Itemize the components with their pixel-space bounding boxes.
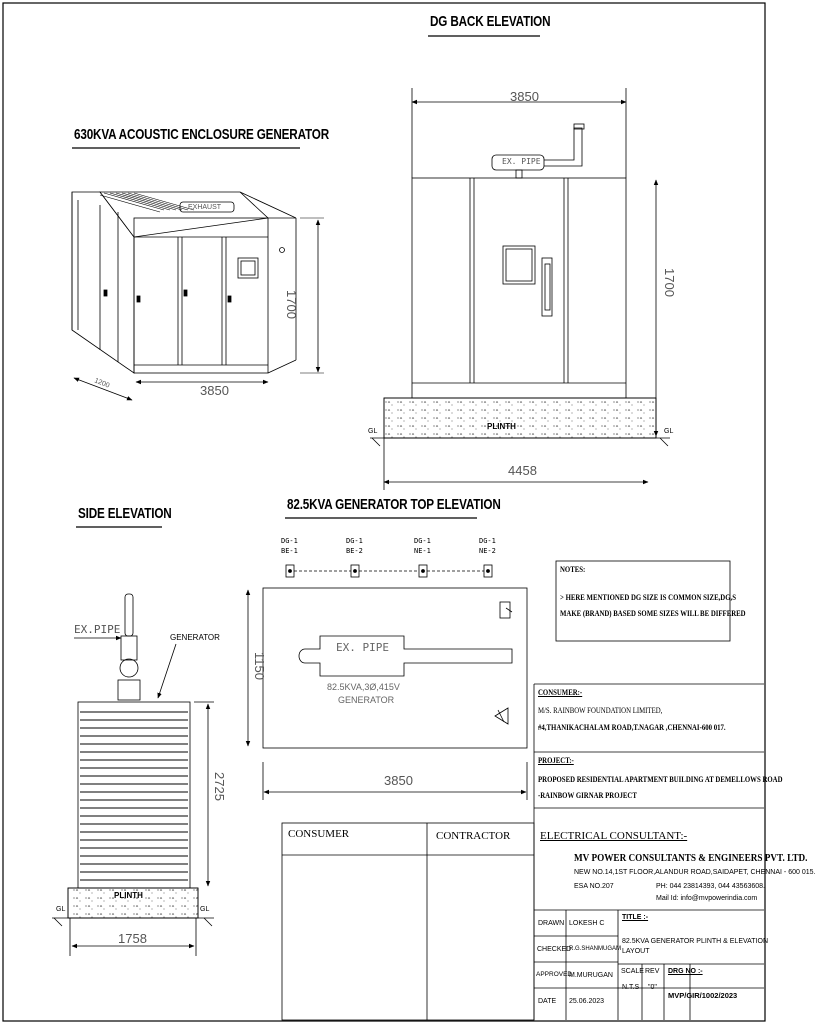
notes-line-2: MAKE (BRAND) BASED SOME SIZES WILL BE DIFFERED — [560, 609, 746, 618]
back-width-dim: 3850 — [510, 89, 539, 104]
top-width-dim: 3850 — [384, 773, 413, 788]
side-elevation-heading: SIDE ELEVATION — [78, 505, 172, 522]
notes-line-1: > HERE MENTIONED DG SIZE IS COMMON SIZE,DG,S — [560, 593, 736, 602]
pit-label-1-bottom: BE-1 — [281, 547, 298, 555]
scale-label: SCALE — [621, 968, 644, 975]
drawn-value: LOKESH C — [569, 920, 605, 927]
side-height-dim: 2725 — [212, 772, 227, 801]
back-elevation-heading: DG BACK ELEVATION — [430, 13, 551, 30]
rev-value: "0" — [648, 984, 657, 991]
side-pipe-label: EX.PIPE — [74, 623, 121, 636]
back-height-dim: 1700 — [662, 268, 677, 297]
consultant-title: ELECTRICAL CONSULTANT:- — [540, 830, 688, 842]
title-label: TITLE :- — [622, 914, 649, 921]
side-width-dim: 1758 — [118, 931, 147, 946]
side-gl-right: GL — [200, 906, 210, 913]
title-line-1: 82.5KVA GENERATOR PLINTH & ELEVATION — [622, 938, 769, 945]
consultant-address: NEW NO.14,1ST FLOOR,ALANDUR ROAD,SAIDAPET, CHENNAI - 600 015. — [574, 869, 815, 876]
consumer-name: M/S. RAINBOW FOUNDATION LIMITED, — [538, 706, 663, 715]
consumer-address: #4,THANIKACHALAM ROAD,T.NAGAR ,CHENNAI-600 017. — [538, 723, 726, 732]
consultant-mail: Mail Id: info@mvpowerindia.com — [656, 895, 758, 902]
drg-number: MVP/GIR/1002/2023 — [668, 991, 738, 1000]
title-line-2: LAYOUT — [622, 948, 650, 955]
enclosure-depth-dim: 1200 — [93, 377, 111, 390]
enclosure-height-dim: 1700 — [284, 290, 299, 319]
approved-label: APPROVED — [536, 971, 573, 978]
consultant-phone: PH: 044 23814393, 044 43563608. — [656, 883, 765, 890]
side-elevation-view — [52, 594, 214, 956]
date-value: 25.06.2023 — [569, 998, 605, 1005]
enclosure-width-dim: 3850 — [200, 383, 229, 398]
top-depth-dim: 1150 — [252, 652, 267, 680]
pit-label-4-top: DG-1 — [479, 537, 496, 545]
drg-label: DRG NO :- — [668, 968, 703, 975]
project-line-2: -RAINBOW GIRNAR PROJECT — [538, 791, 637, 800]
approval-contractor: CONTRACTOR — [436, 830, 511, 842]
rev-label: REV — [645, 968, 660, 975]
top-generator-label: GENERATOR — [338, 695, 395, 705]
side-generator-label: GENERATOR — [170, 633, 220, 642]
project-line-1: PROPOSED RESIDENTIAL APARTMENT BUILDING AT DEMELLOWS ROAD — [538, 775, 783, 784]
drawn-label: DRAWN — [538, 920, 565, 927]
side-plinth-label: PLINTH — [114, 891, 143, 900]
consultant-company: MV POWER CONSULTANTS & ENGINEERS PVT. LTD. — [574, 853, 808, 864]
checked-label: CHECKED — [537, 946, 572, 953]
back-gl-left: GL — [368, 428, 378, 435]
side-gl-left: GL — [56, 906, 66, 913]
pit-label-3-bottom: NE-1 — [414, 547, 431, 555]
back-plinth-width-dim: 4458 — [508, 463, 537, 478]
approved-value: M.MURUGAN — [569, 972, 613, 979]
enclosure-3d-view — [72, 192, 299, 373]
pit-label-3-top: DG-1 — [414, 537, 431, 545]
date-label: DATE — [538, 998, 557, 1005]
scale-value: N.T.S — [622, 984, 640, 991]
back-plinth-label: PLINTH — [487, 422, 516, 431]
pit-label-2-top: DG-1 — [346, 537, 363, 545]
pit-label-1-top: DG-1 — [281, 537, 298, 545]
top-generator-rating: 82.5KVA,3Ø,415V — [327, 682, 400, 692]
top-pipe-label: EX. PIPE — [336, 641, 389, 654]
enclosure-heading: 630KVA ACOUSTIC ENCLOSURE GENERATOR — [74, 126, 330, 143]
checked-value: R.G.SHANMUGAM — [569, 946, 622, 952]
exhaust-label: EXHAUST — [188, 204, 222, 211]
project-title: PROJECT:- — [538, 756, 574, 765]
pit-label-2-bottom: BE-2 — [346, 547, 363, 555]
consultant-esa: ESA NO.207 — [574, 883, 614, 890]
back-elevation-view — [370, 88, 670, 490]
approval-consumer: CONSUMER — [288, 828, 350, 840]
consumer-title: CONSUMER:- — [538, 688, 583, 697]
pit-label-4-bottom: NE-2 — [479, 547, 496, 555]
top-elevation-heading: 82.5KVA GENERATOR TOP ELEVATION — [287, 496, 501, 513]
back-pipe-label: EX. PIPE — [502, 157, 541, 166]
notes-title: NOTES: — [560, 565, 586, 574]
back-gl-right: GL — [664, 428, 674, 435]
